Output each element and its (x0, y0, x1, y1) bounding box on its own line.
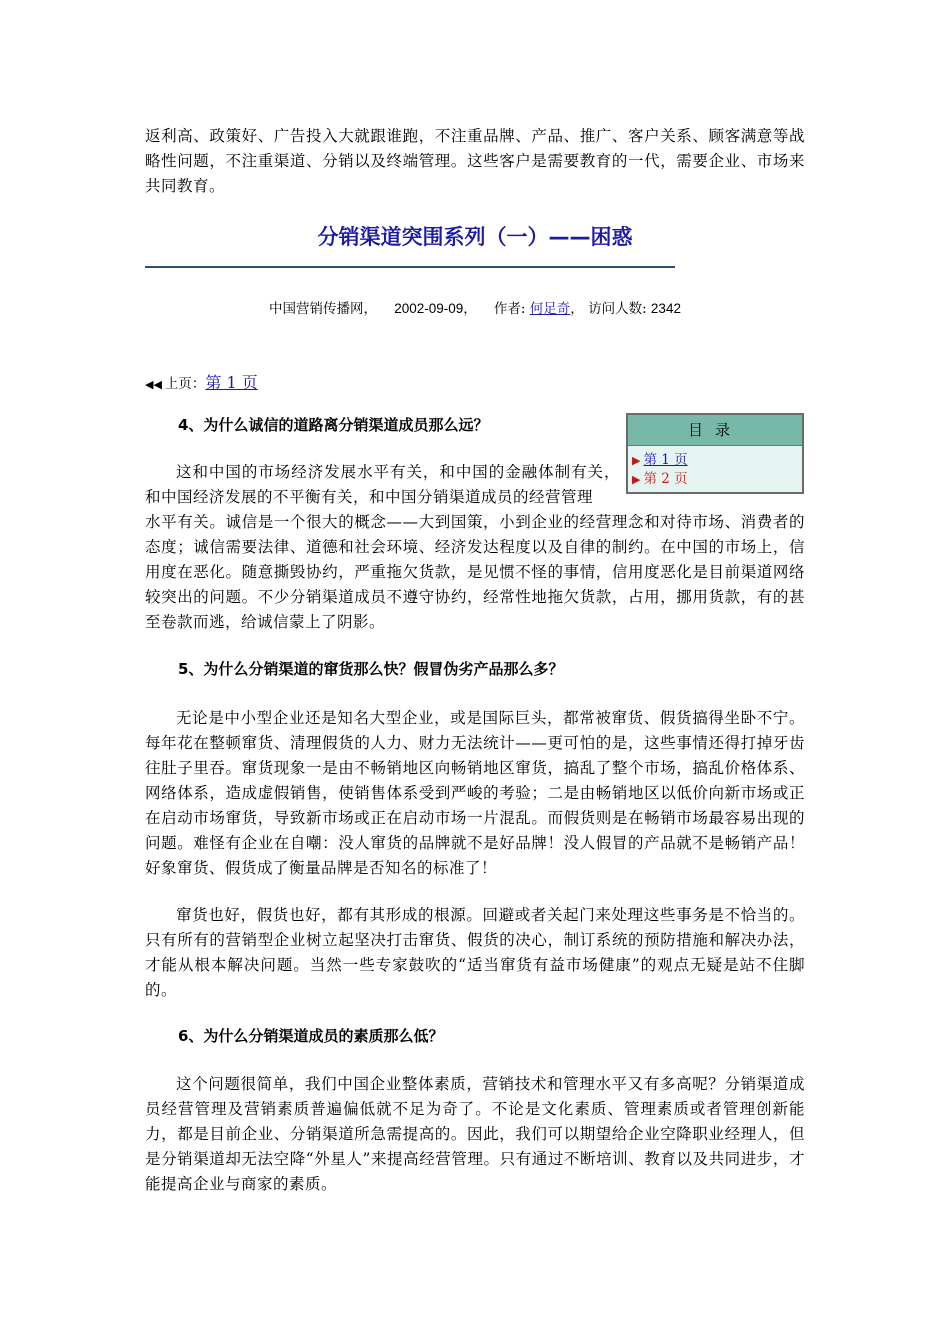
section-6-heading: 6、为什么分销渠道成员的素质那么低？ (178, 1027, 444, 1045)
toc-link-page-1[interactable]: 第 1 页 (643, 452, 688, 468)
toc-current-page-2: 第 2 页 (643, 471, 688, 487)
title-divider (145, 266, 675, 268)
section-5-paragraph-2-wrap (145, 903, 805, 1003)
meta-date: 2002-09-09， (394, 301, 477, 316)
section-4-heading: 4、为什么诚信的道路离分销渠道成员那么远？ (178, 416, 489, 434)
section-6-paragraph-wrap (145, 1072, 805, 1197)
section-4-paragraph-wrapped: 这和中国的市场经济发展水平有关，和中国的金融体制有关，和中国经济发展的不平衡有关，和中国分销渠道成员的经营管理 (145, 463, 620, 506)
author-link[interactable]: 何足奇 (529, 301, 571, 317)
prev-page-nav (145, 370, 258, 393)
article-title-wrap (145, 221, 805, 251)
triangle-right-icon: ▶ (632, 454, 641, 467)
triangle-right-icon: ▶ (632, 473, 641, 486)
article-meta (145, 297, 805, 317)
section-5-paragraph-1: 无论是中小型企业还是知名大型企业，或是国际巨头，都常被窜货、假货搞得坐卧不宁。每年花在整顿窜货、清理假货的人力、财力无法统计——更可怕的是，这些事情还得打掉牙齿往肚子里吞。窜货现象一是由不畅销地区向畅销地区窜货，搞乱了整个市场，搞乱价格体系、网络体系，造成虚假销售，使销售体系受到严峻的考验；二是由畅销地区以低价向新市场或正在启动市场窜货，导致新市场或正在启动市场一片混乱。而假货则是在畅销市场最容易出现的问题。难怪有企业在自嘲：没人窜货的品牌就不是好品牌！没人假冒的产品就不是畅销产品！好象窜货、假货成了衡量品牌是否知名的标准了！ (145, 709, 805, 877)
meta-visits-label: ， 访问人数: (570, 301, 647, 317)
toc-title: 目录 (628, 415, 802, 446)
section-4-paragraph-rest: 水平有关。诚信是一个很大的概念——大到国策，小到企业的经营理念和对待市场、消费者的态度；诚信需要法律、道德和社会环境、经济发达程度以及自律的制约。在中国的市场上，信用度在恶化。随意撕毁协约，严重拖欠货款，是见惯不怪的事情，信用度恶化是目前渠道网络较突出的问题。不少分销渠道成员不遵守协约，经常性地拖欠货款，占用，挪用货款，有的甚至卷款而逃，给诚信蒙上了阴影。 (145, 513, 805, 631)
intro-paragraph: 返利高、政策好、广告投入大就跟谁跑，不注重品牌、产品、推广、客户关系、顾客满意等战略性问题，不注重渠道、分销以及终端管理。这些客户是需要教育的一代，需要企业、市场来共同教育。 (145, 127, 805, 195)
section-5-heading-wrap (145, 658, 805, 679)
prev-page-link[interactable]: 第 1 页 (205, 373, 258, 392)
meta-source: 中国营销传播网， (269, 301, 378, 317)
meta-author-label: 作者: (493, 301, 526, 317)
section-5-heading: 5、为什么分销渠道的窜货那么快？假冒伪劣产品那么多？ (178, 660, 564, 678)
section-4-heading-wrap (145, 414, 805, 435)
meta-visits: 2342 (650, 301, 681, 316)
section-5-paragraph-1-wrap (145, 706, 805, 881)
rewind-icon: ◀◀ (145, 378, 162, 391)
section-5-paragraph-2: 窜货也好，假货也好，都有其形成的根源。回避或者关起门来处理这些事务是不恰当的。只有所有的营销型企业树立起坚决打击窜货、假货的决心，制订系统的预防措施和解决办法，才能从根本解决问题。当然一些专家鼓吹的“适当窜货有益市场健康”的观点无疑是站不住脚的。 (145, 906, 805, 999)
prev-label: 上页： (164, 376, 206, 392)
article-title: 分销渠道突围系列（一）——困惑 (317, 225, 633, 249)
section-4-body (145, 460, 805, 635)
section-6-heading-wrap (145, 1025, 805, 1046)
section-6-paragraph: 这个问题很简单，我们中国企业整体素质，营销技术和管理水平又有多高呢？分销渠道成员经营管理及营销素质普遍偏低就不足为奇了。不论是文化素质、管理素质或者管理创新能力，都是目前企业、分销渠道所急需提高的。因此，我们可以期望给企业空降职业经理人，但是分销渠道却无法空降“外星人”来提高经营管理。只有通过不断培训、教育以及共同进步，才能提高企业与商家的素质。 (145, 1075, 805, 1193)
